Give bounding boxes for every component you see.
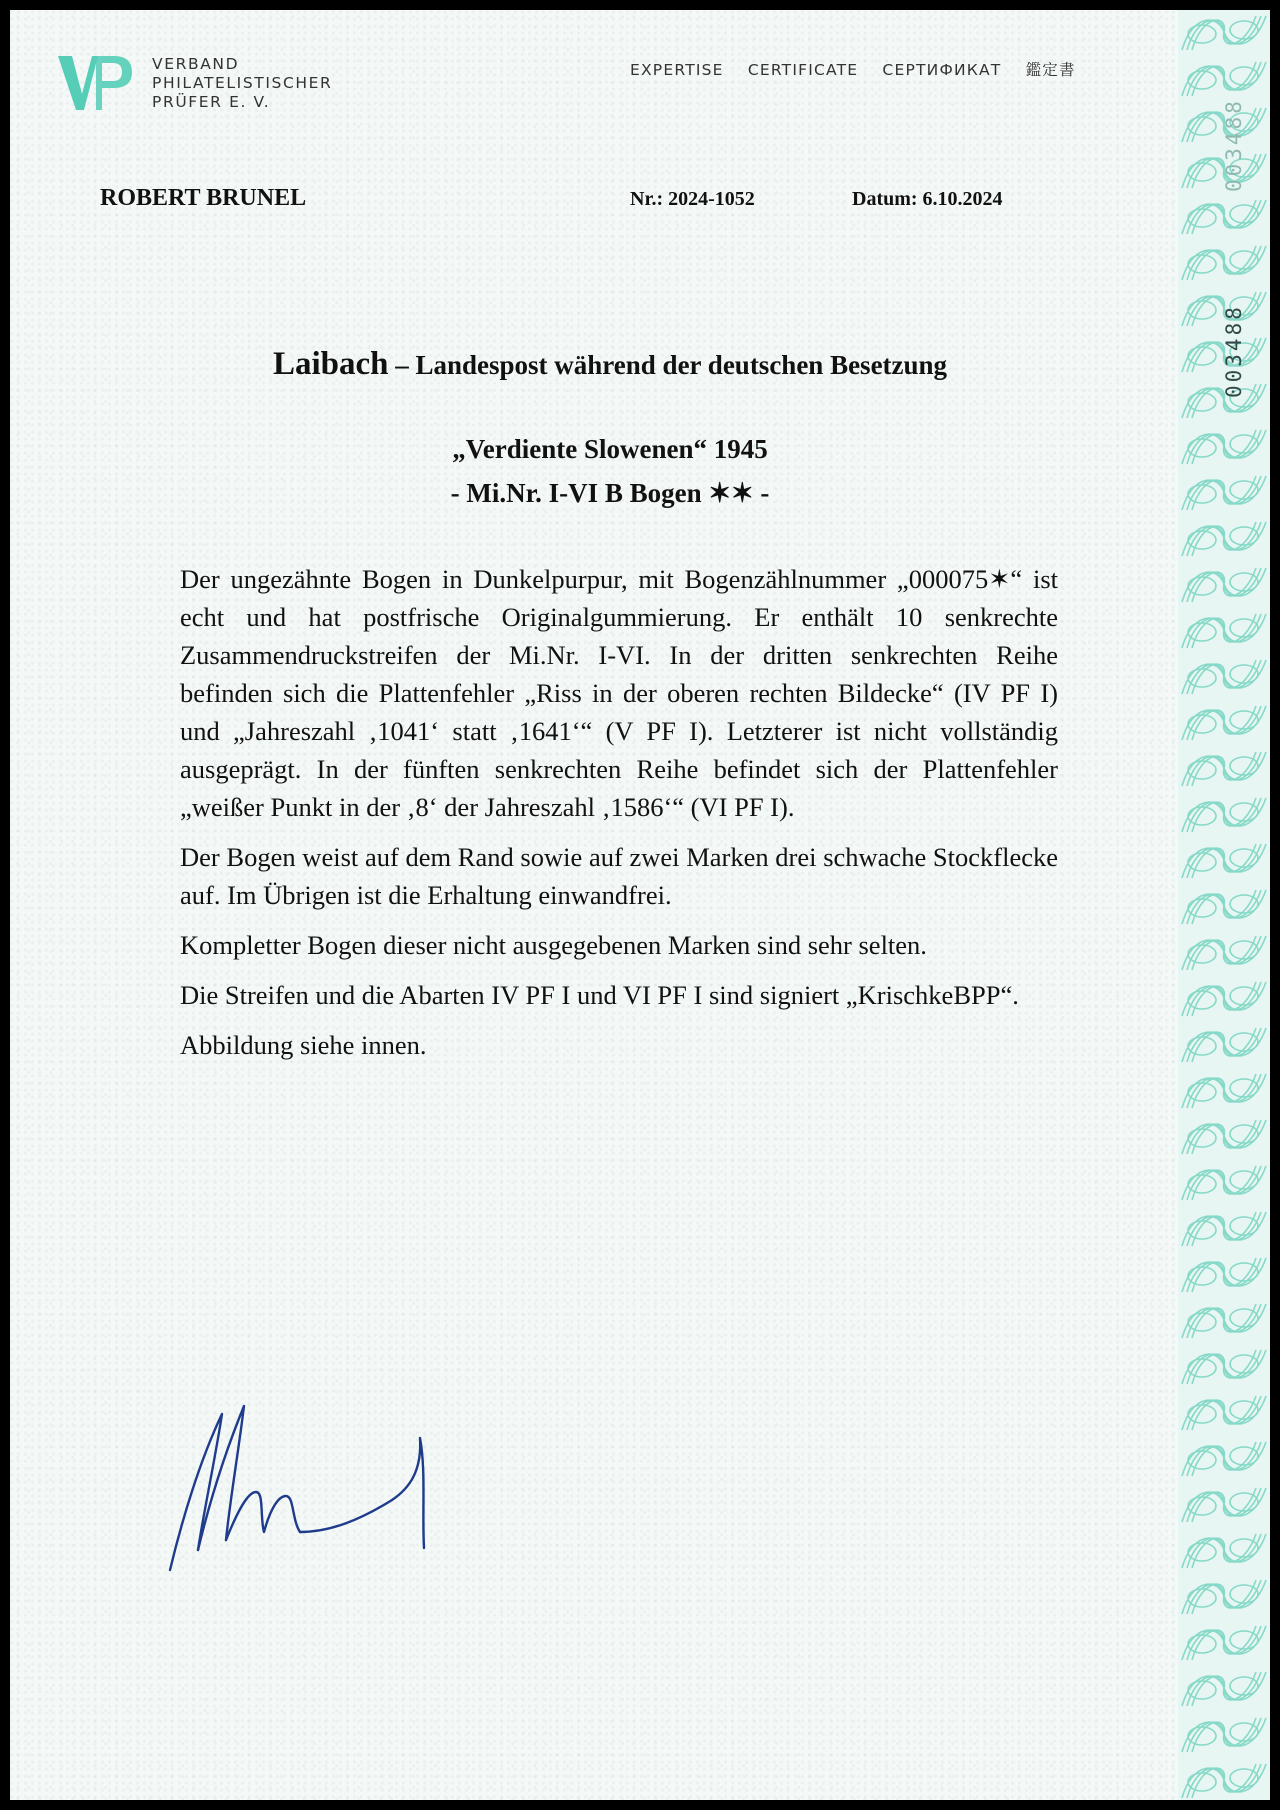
signature-icon bbox=[160, 1400, 500, 1580]
org-name-line: PRÜFER E. V. bbox=[152, 93, 271, 111]
subtitle-catalog: - Mi.Nr. I-VI B Bogen ✶✶ - bbox=[450, 478, 770, 508]
certificate-labels bbox=[630, 58, 1094, 80]
label-kanteisho: 鑑定書 bbox=[1025, 61, 1076, 79]
label-expertise: EXPERTISE bbox=[630, 61, 724, 79]
serial-number: 003488 bbox=[1222, 304, 1246, 398]
certificate-title bbox=[10, 346, 1210, 383]
title-rest: – Landespost während der deutschen Besetzung bbox=[388, 350, 948, 380]
examiner-name: ROBERT BRUNEL bbox=[100, 185, 307, 211]
body-paragraph: Abbildung siehe innen. bbox=[180, 1030, 427, 1060]
org-name-line: VERBAND bbox=[152, 55, 240, 73]
label-certificate: CERTIFICATE bbox=[747, 61, 859, 79]
certificate-sheet bbox=[10, 10, 1270, 1800]
certificate-number: Nr.: 2024-1052 bbox=[630, 188, 755, 210]
org-name-line: PHILATELISTISCHER bbox=[152, 74, 333, 92]
security-border bbox=[1178, 10, 1270, 1800]
label-sertifikat: СЕРТИФИКАТ bbox=[882, 61, 1002, 79]
guilloche-pattern bbox=[1178, 10, 1270, 1800]
body-paragraph: Der Bogen weist auf dem Rand sowie auf zwei Marken drei schwache Stockflecke auf. Im Übrigen ist die Erhaltung einwandfrei. bbox=[180, 842, 1058, 910]
vpp-logo-icon bbox=[56, 50, 136, 114]
body-paragraph: Kompletter Bogen dieser nicht ausgegebenen Marken sind sehr selten. bbox=[180, 930, 927, 960]
serial-number-faint: 003488 bbox=[1222, 98, 1246, 192]
title-main: Laibach bbox=[272, 346, 389, 382]
certificate-date: Datum: 6.10.2024 bbox=[852, 188, 1003, 210]
body-paragraph: Der ungezähnte Bogen in Dunkelpurpur, mit Bogenzählnummer „000075✶“ ist echt und hat postfrische Originalgummierung. Er enthält 10 senkrechte Zusammendruckstreifen der Mi.Nr. I-VI. In der dritten senkrechten Reihe befinden sich die Plattenfehler „Riss in der oberen rechten Bildecke“ (IV PF I) und „Jahreszahl ‚1041‘ statt ‚1641‘“ (V PF I). Letzterer ist nicht vollständig ausgeprägt. In der fünften senkrechten Reihe befindet sich der Plattenfehler „weißer Punkt in der ‚8‘ der Jahreszahl ‚1586‘“ (VI PF I). bbox=[180, 564, 1058, 822]
certificate-body bbox=[180, 560, 1058, 1076]
body-paragraph: Die Streifen und die Abarten IV PF I und VI PF I sind signiert „KrischkeBPP“. bbox=[180, 980, 1019, 1010]
organization-name bbox=[152, 55, 332, 112]
subtitle-issue: „Verdiente Slowenen“ 1945 bbox=[452, 434, 768, 464]
